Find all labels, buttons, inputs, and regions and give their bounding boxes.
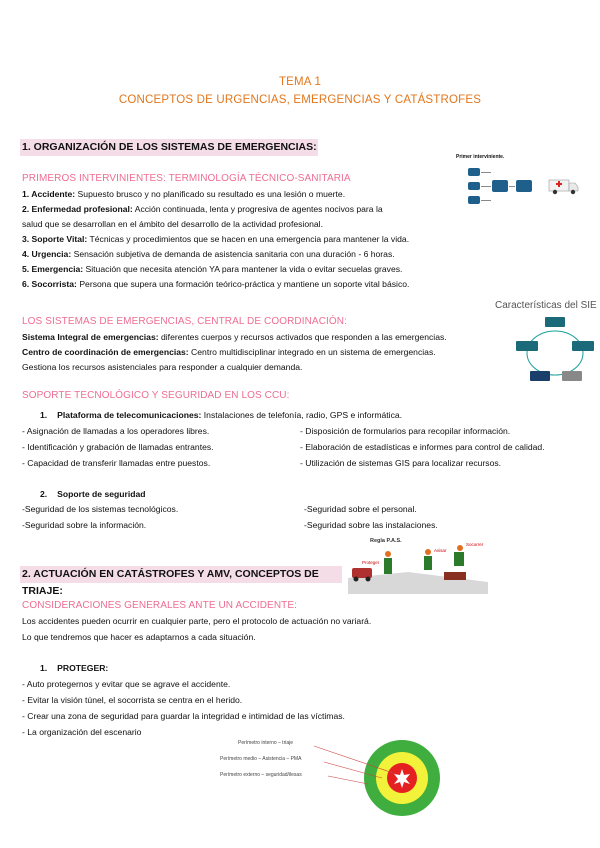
- definition-3: 3. Soporte Vital: Técnicas y procedimientos que se hacen en una emergencia para mantener la vida.: [22, 234, 410, 244]
- definition-5: 5. Emergencia: Situación que necesita atención YA para mantener la vida o evitar secuelas graves.: [22, 264, 403, 274]
- ambulance-icon: [548, 176, 580, 196]
- list-item: - Asignación de llamadas a los operadores libres.: [22, 426, 210, 436]
- accident-intro: [22, 616, 371, 643]
- pas-socorrer: Socorrer: [466, 542, 484, 547]
- section-heading-2: 2. ACTUACIÓN EN CATÁSTROFES Y AMV, CONCEPTOS DE TRIAJE:: [20, 566, 342, 583]
- topic-number: TEMA 1: [278, 76, 322, 88]
- security-heading: 2. Soporte de seguridad: [40, 489, 146, 499]
- sie-characteristics-diagram: [512, 315, 598, 387]
- definition-2: 2. Enfermedad profesional: Acción continuada, lenta y progresiva de agentes nocivos para la: [22, 204, 383, 214]
- document-title: CONCEPTOS DE URGENCIAS, EMERGENCIAS Y CATÁSTROFES: [118, 94, 482, 106]
- subheading-emergency-systems: LOS SISTEMAS DE EMERGENCIAS, CENTRAL DE COORDINACIÓN:: [22, 316, 347, 327]
- first-responder-diagram: [454, 152, 584, 224]
- list-item: - Identificación y grabación de llamadas entrantes.: [22, 442, 214, 452]
- list-item: - Auto protegernos y evitar que se agrave el accidente.: [22, 679, 231, 689]
- definition-2-cont: salud que se desarrollan en el ámbito del desarrollo de la actividad profesional.: [22, 219, 323, 229]
- list-item: - Crear una zona de seguridad para guardar la integridad e intimidad de las víctimas.: [22, 711, 345, 721]
- platform-features-left: [22, 426, 214, 469]
- sie-diagram-title: Características del SIE: [495, 300, 597, 311]
- list-item: - Disposición de formularios para recopilar información.: [300, 426, 511, 436]
- perimeter-diagram: [218, 736, 446, 822]
- list-item: - Elaboración de estadísticas e informes para control de calidad.: [300, 442, 545, 452]
- subheading-tech-support: SOPORTE TECNOLÓGICO Y SEGURIDAD EN LOS CCU:: [22, 390, 290, 401]
- definition-6: 6. Socorrista: Persona que supera una formación teórico-práctica y mantiene un soporte vital básico.: [22, 279, 410, 289]
- platform-features-right: [300, 426, 545, 469]
- perimeter-middle-label: Perímetro medio – Asistencia – PMA: [220, 756, 302, 762]
- list-item: - Utilización de sistemas GIS para localizar recursos.: [300, 458, 502, 468]
- perimeter-internal-label: Perímetro interno – triaje: [238, 740, 294, 746]
- list-item: -Seguridad sobre las instalaciones.: [304, 520, 438, 530]
- list-item: - Evitar la visión túnel, el socorrista se centra en el herido.: [22, 695, 243, 705]
- intro-line: Los accidentes pueden ocurrir en cualquier parte, pero el protocolo de actuación no variará.: [22, 616, 372, 626]
- security-features-left: [22, 504, 178, 531]
- pas-proteger: Proteger: [362, 560, 380, 565]
- list-item: -Seguridad sobre el personal.: [304, 504, 417, 514]
- diagram-title: Primer interviniente.: [456, 154, 505, 160]
- platform-heading: 1. Plataforma de telecomunicaciones: Instalaciones de telefonía, radio, GPS e informática.: [40, 410, 403, 420]
- protect-list: [22, 679, 345, 738]
- pas-title: Regla P.A.S.: [370, 538, 402, 544]
- list-item: -Seguridad de los sistemas tecnológicos.: [22, 504, 179, 514]
- list-item: -Seguridad sobre la información.: [22, 520, 147, 530]
- section-heading-1: 1. ORGANIZACIÓN DE LOS SISTEMAS DE EMERGENCIAS:: [20, 139, 318, 156]
- protect-heading: 1. PROTEGER:: [40, 663, 109, 673]
- pas-avisar: Avisar: [434, 548, 447, 553]
- pas-rule-illustration: [348, 538, 488, 594]
- subheading-general-considerations: CONSIDERACIONES GENERALES ANTE UN ACCIDENTE:: [22, 600, 298, 611]
- security-features-right: [304, 504, 438, 531]
- perimeter-external-label: Perímetro externo – seguridad/ilesas: [220, 772, 302, 778]
- definitions-list: [22, 189, 409, 290]
- definition-1: 1. Accidente: Supuesto brusco y no planificado su resultado es una lesión o muerte.: [22, 189, 346, 199]
- sie-definitions: [22, 332, 447, 373]
- definition-4: 4. Urgencia: Sensación subjetiva de demanda de asistencia sanitaria con una duración - 6 horas.: [22, 249, 395, 259]
- list-item: - La organización del escenario: [22, 727, 142, 737]
- list-item: - Capacidad de transferir llamadas entre puestos.: [22, 458, 211, 468]
- sie-line-1: Sistema Integral de emergencias: diferentes cuerpos y recursos activados que responden a las emergencias.: [22, 332, 447, 342]
- sie-line-3: Gestiona los recursos asistenciales para responder a cualquier demanda.: [22, 362, 303, 372]
- intro-line: Lo que tendremos que hacer es adaptarnos a cada situación.: [22, 632, 256, 642]
- subheading-first-responders: PRIMEROS INTERVINIENTES: TERMINOLOGÍA TÉCNICO-SANITARIA: [22, 173, 351, 184]
- sie-line-2: Centro de coordinación de emergencias: Centro multidisciplinar integrado en un sistema de emergencias.: [22, 347, 436, 357]
